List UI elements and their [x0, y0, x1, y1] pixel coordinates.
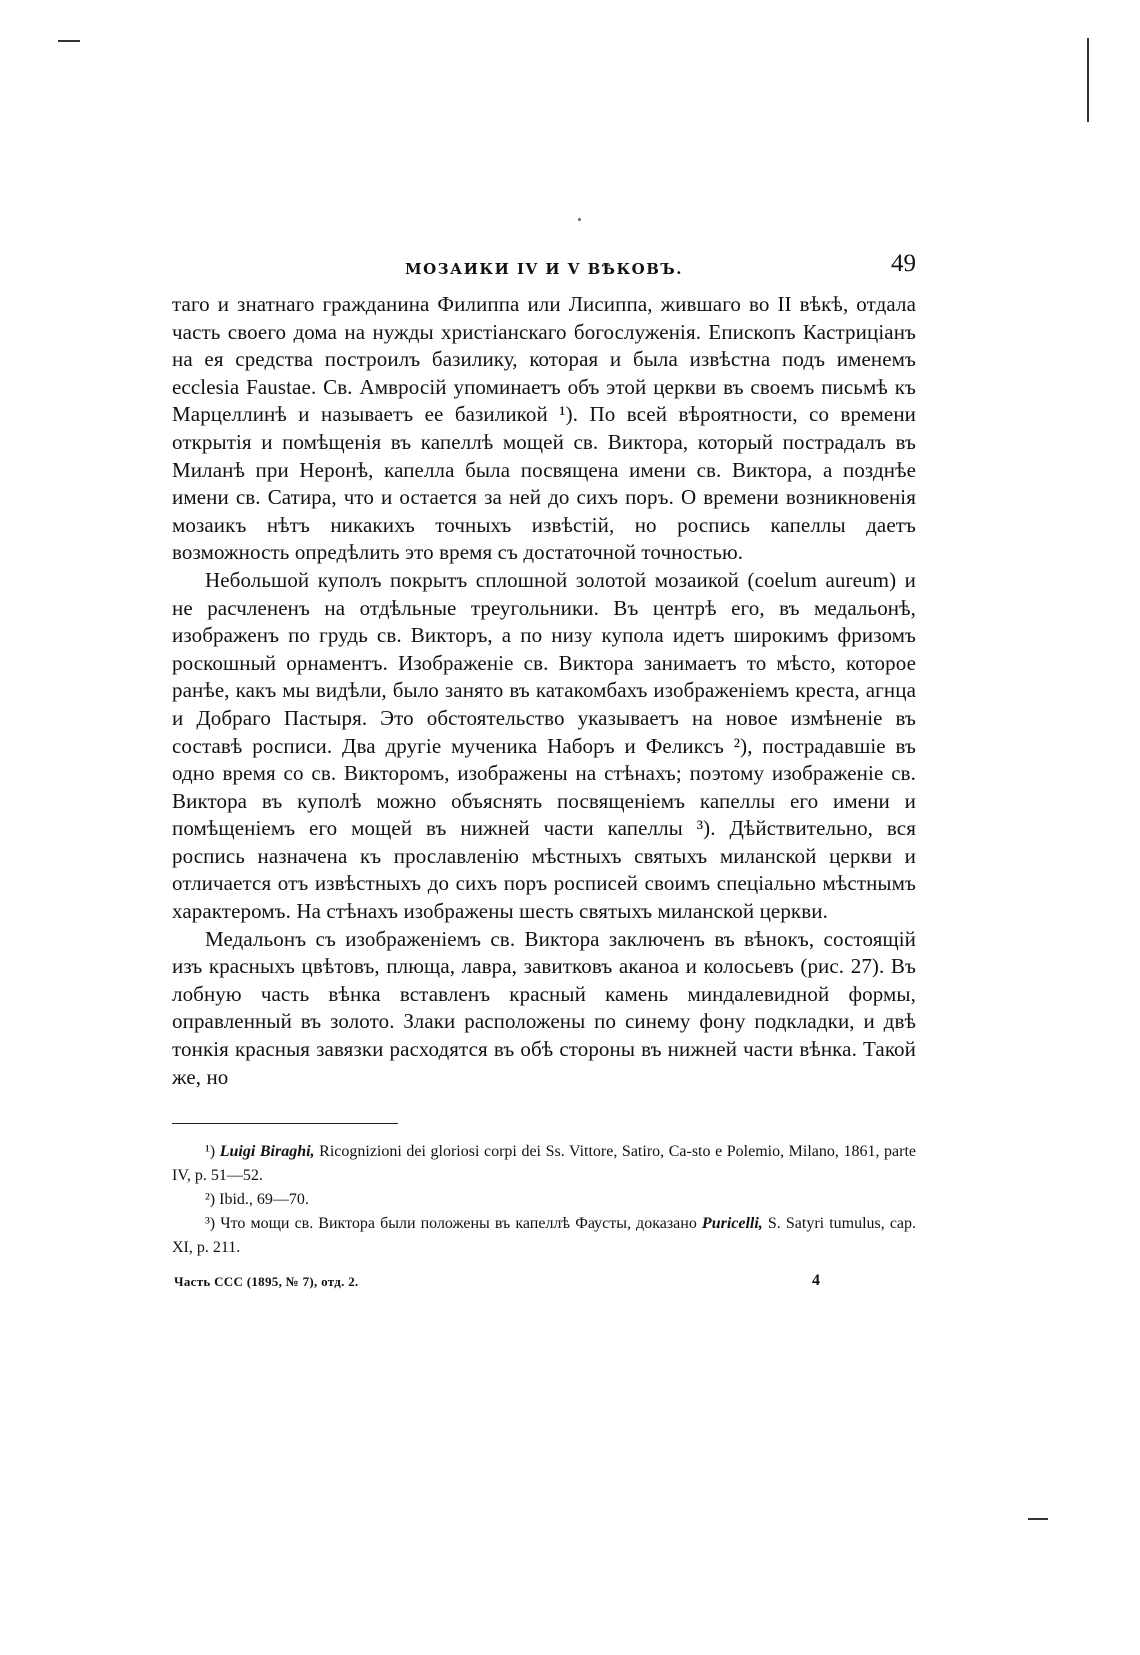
paragraph-1: таго и знатнаго гражданина Филиппа или Лисиппа, жившаго во II вѣкѣ, отдала часть своего дома на нужды христіанскаго богослуженія. Епископъ Кастриціанъ на ея средства построилъ базилику, которая и была извѣстна подъ именемъ ecclesia Faustae. Св. Амвросій упоминаетъ объ этой церкви въ своемъ письмѣ къ Марцеллинѣ и называетъ ее базиликой ¹). По всей вѣроятности, со времени открытія и помѣщенія въ капеллѣ мощей св. Виктора, который пострадалъ въ Миланѣ при Неронѣ, капелла была посвящена имени св. Виктора, а позднѣе имени св. Сатира, что и остается за ней до сихъ поръ. О времени возникновенія мозаикъ нѣтъ никакихъ точныхъ извѣстій, но роспись капеллы даетъ возможность опредѣлить это время съ достаточной точностью.: [172, 292, 916, 565]
footnote-divider: [172, 1123, 398, 1124]
footnote-2: [172, 1188, 916, 1212]
footnote-2-marker: ²): [205, 1191, 216, 1209]
footnote-1-marker: ¹): [205, 1143, 216, 1161]
body-text: [172, 291, 916, 1091]
running-title: МОЗАИКИ IV И V ВѢКОВЪ.: [405, 260, 683, 278]
footnote-3-text-before: Что мощи св. Виктора были положены въ капеллѣ Фаусты, доказано: [220, 1215, 697, 1233]
footnote-3-text: S. Satyri tumulus, cap. XI, p. 211.: [172, 1215, 917, 1257]
footnote-3-marker: ³): [205, 1215, 216, 1233]
footnote-2-text: Ibid., 69—70.: [219, 1191, 309, 1209]
footnote-3-author: Puricelli,: [701, 1215, 763, 1233]
footnotes: [172, 1140, 916, 1260]
scan-edge-mark-top-left: [58, 40, 80, 42]
book-page: [172, 248, 916, 1298]
footnote-1-text: Ricognizioni dei gloriosi corpi dei Ss. Vittore, Satiro, Ca-sto e Polemio, Milano, 1861, parte IV, p. 51—52.: [172, 1143, 917, 1185]
signature-number: 4: [812, 1272, 820, 1290]
scan-edge-mark-bottom-right: [1028, 1518, 1048, 1520]
footnote-1: [172, 1140, 916, 1188]
page-number: 49: [891, 250, 916, 277]
scan-edge-mark-top-right: [1087, 38, 1089, 122]
running-head: [172, 248, 916, 290]
signature-line: [172, 1272, 916, 1298]
footnote-1-author: Luigi Biraghi,: [219, 1143, 315, 1161]
paragraph-3: Медальонъ съ изображеніемъ св. Виктора заключенъ въ вѣнокъ, состоящій изъ красныхъ цвѣтовъ, плюща, лавра, завитковъ аканоа и колосьевъ (рис. 27). Въ лобную часть вѣнка вставленъ красный камень миндалевидной формы, оправленный въ золото. Злаки расположены по синему фону подкладки, и двѣ тонкія красныя завязки расходятся въ обѣ стороны въ нижней части вѣнка. Такой же, но: [172, 926, 916, 1089]
paragraph-2: Небольшой куполъ покрытъ сплошной золотой мозаикой (coelum aureum) и не расчлененъ на отдѣльные треугольники. Въ центрѣ его, въ медальонѣ, изображенъ по грудь св. Викторъ, а по низу купола идетъ широкимъ фризомъ роскошный орнаментъ. Изображеніе св. Виктора занимаетъ то мѣсто, которое ранѣе, какъ мы видѣли, было занято въ катакомбахъ изображеніемъ креста, агнца и Добраго Пастыря. Это обстоятельство указываетъ на новое измѣненіе въ составѣ росписи. Два другіе мученика Наборъ и Феликсъ ²), пострадавшіе въ одно время со св. Викторомъ, изображены на стѣнахъ; поэтому изображеніе св. Виктора въ куполѣ можно объяснять посвященіемъ капеллы его имени и помѣщеніемъ его мощей въ нижней части капеллы ³). Дѣйствительно, вся роспись назначена къ прославленію мѣстныхъ святыхъ миланской церкви и отличается отъ извѣстныхъ до сихъ поръ росписей своимъ спеціально мѣстнымъ характеромъ. На стѣнахъ изображены шесть святыхъ миланской церкви.: [172, 567, 916, 924]
scan-speck: [578, 218, 581, 221]
signature-imprint: Часть CCC (1895, № 7), отд. 2.: [174, 1274, 359, 1290]
footnote-3: [172, 1212, 916, 1260]
